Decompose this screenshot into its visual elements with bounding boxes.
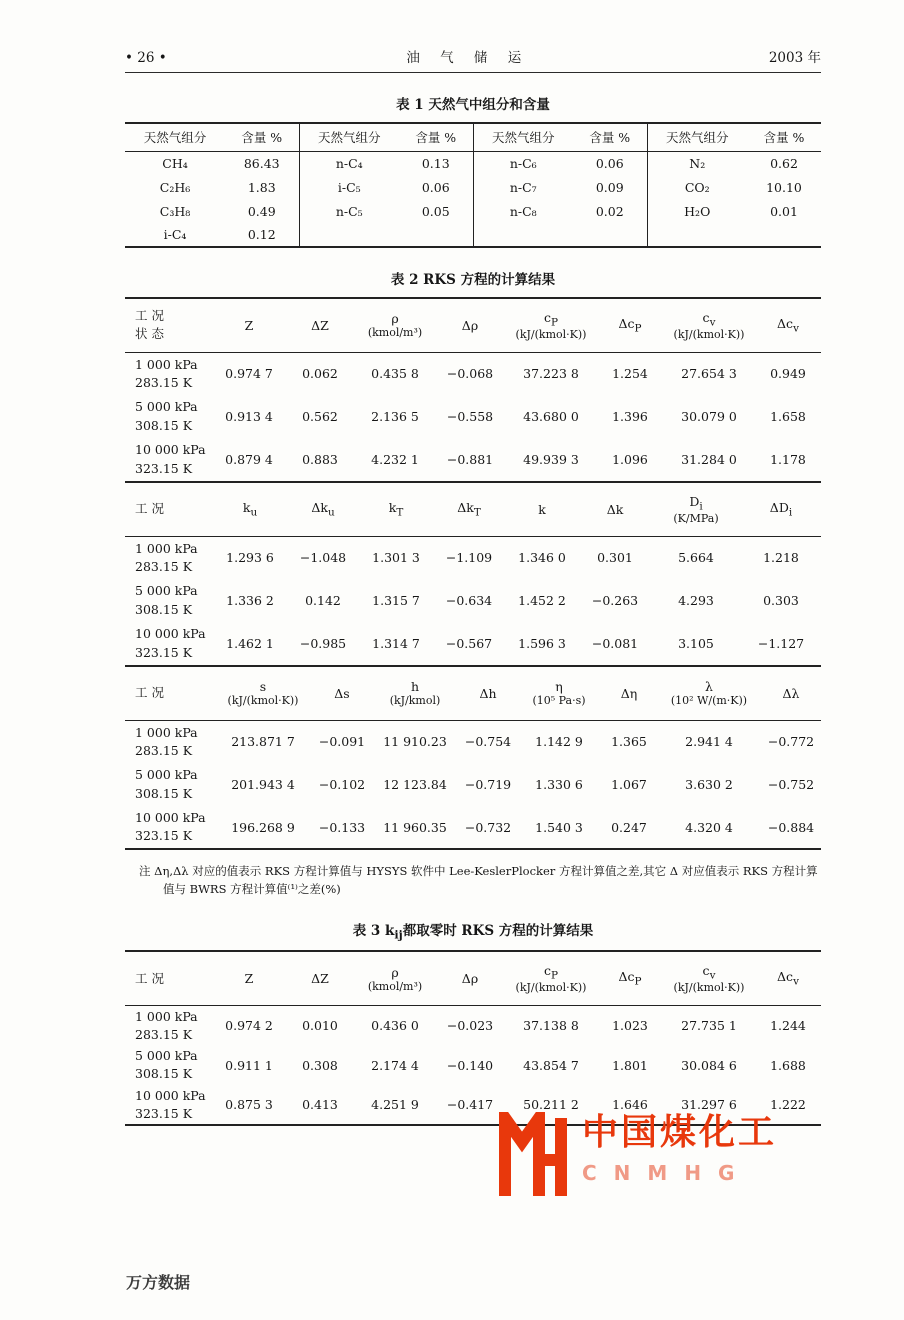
condition-pressure: 1 000 kPa	[135, 1008, 198, 1024]
value-cell: 11 960.35	[383, 819, 447, 835]
value-cell: 27.735 1	[681, 1018, 737, 1034]
value-cell: 1.658	[770, 409, 806, 424]
value-cell: 0.949	[770, 366, 806, 382]
value-cell: −0.719	[464, 777, 512, 792]
col-header	[601, 666, 657, 720]
condition-cell	[125, 438, 213, 481]
value-cell: −0.068	[446, 366, 494, 382]
col-header: 含量 %	[225, 123, 299, 151]
col-symbol: Δk	[606, 501, 624, 517]
condition-cell	[125, 1005, 213, 1045]
col-symbol: $\Delta D_i$	[769, 500, 793, 519]
value-cell: 4.232 1	[371, 452, 419, 467]
value-cell: 1.365	[611, 734, 647, 750]
col-header	[435, 951, 505, 1005]
component-cell	[299, 223, 399, 247]
value-cell: −0.081	[591, 636, 639, 651]
value-cell: −0.140	[446, 1057, 494, 1073]
value-cell: −0.558	[446, 409, 494, 424]
col-symbol: ρ	[391, 964, 399, 980]
value-cell: −0.102	[318, 777, 366, 792]
component-cell: n-C₇	[473, 175, 573, 199]
value-cell: 5.664	[678, 550, 714, 566]
value-cell: 0.883	[302, 452, 338, 467]
value-cell	[747, 223, 821, 247]
col-unit: (kJ/(kmol·K))	[515, 981, 587, 995]
col-unit: (kJ/(kmol·K))	[673, 981, 745, 995]
value-cell: 0.974 7	[225, 366, 273, 382]
value-cell: 0.974 2	[225, 1018, 273, 1034]
value-cell: 0.875 3	[225, 1097, 273, 1113]
col-symbol: $\Delta c_v$	[777, 316, 799, 335]
cnmhg-logo-text	[582, 1112, 777, 1185]
value-cell: 0.05	[421, 203, 450, 219]
table-row	[125, 536, 821, 579]
col-header	[755, 951, 821, 1005]
value-cell: 1.142 9	[535, 734, 583, 750]
value-cell: 86.43	[243, 155, 280, 171]
col-header	[663, 951, 755, 1005]
condition-temperature: 308.15 K	[135, 785, 193, 801]
value-cell: −0.754	[464, 734, 512, 750]
value-cell: 0.010	[302, 1018, 338, 1034]
col-symbol: Δs	[334, 685, 350, 701]
col-unit: (kJ/(kmol·K))	[227, 694, 299, 708]
value-cell: −0.567	[445, 636, 493, 651]
col-unit: (K/MPa)	[673, 512, 719, 525]
value-cell: −1.127	[757, 636, 805, 651]
col-header	[313, 666, 371, 720]
value-cell: 49.939 3	[523, 452, 579, 467]
value-cell: 4.293	[678, 593, 714, 608]
value-cell: 1.178	[770, 452, 806, 467]
value-cell: 11 910.23	[383, 734, 447, 750]
value-cell: 2.136 5	[371, 409, 419, 424]
col-header	[579, 482, 651, 536]
value-cell: 0.435 8	[371, 366, 419, 382]
value-cell: 1.293 6	[226, 550, 274, 566]
value-cell: 0.02	[595, 203, 624, 219]
col-symbol: Δλ	[782, 685, 800, 701]
value-cell: 12 123.84	[383, 777, 447, 792]
col-symbol: Δρ	[461, 971, 479, 987]
col-symbol: s	[259, 679, 267, 695]
journal-title: 油 气 储 运	[406, 50, 530, 66]
component-cell: n-C₈	[473, 199, 573, 223]
col-header	[761, 666, 821, 720]
page-number: • 26 •	[125, 50, 167, 66]
col-header	[125, 298, 213, 352]
value-cell: 1.330 6	[535, 777, 583, 792]
condition-cell	[125, 579, 213, 622]
col-header	[213, 666, 313, 720]
col-header	[125, 482, 213, 536]
col-symbol: $c_v$	[702, 962, 716, 982]
value-cell: 196.268 9	[231, 819, 295, 835]
col-header	[755, 298, 821, 352]
col-symbol: $\Delta k_u$	[311, 500, 335, 519]
table1-gas-composition	[125, 122, 821, 248]
value-cell: 1.801	[612, 1057, 648, 1073]
condition-pressure: 1 000 kPa	[135, 724, 198, 740]
col-header	[355, 298, 435, 352]
value-cell: 30.079 0	[681, 409, 737, 424]
value-cell: 1.222	[770, 1097, 806, 1113]
value-cell: 0.12	[247, 227, 276, 242]
col-symbol: $\Delta c_P$	[618, 969, 642, 988]
col-header	[505, 298, 597, 352]
col-symbol: η	[555, 679, 563, 695]
col-header	[459, 666, 517, 720]
condition-pressure: 10 000 kPa	[135, 809, 206, 825]
col-symbol: λ	[705, 679, 713, 695]
value-cell: −0.752	[767, 777, 815, 792]
value-cell: −1.109	[445, 550, 493, 566]
col-symbol: Δη	[620, 685, 638, 701]
col-unit: (kJ/(kmol·K))	[515, 328, 587, 341]
value-cell: 1.244	[770, 1018, 806, 1034]
value-cell: 1.346 0	[518, 550, 566, 566]
value-cell: −0.881	[446, 452, 494, 467]
value-cell: 0.913 4	[225, 409, 273, 424]
component-cell: i-C₅	[299, 175, 399, 199]
col-header: 天然气组分	[299, 123, 399, 151]
condition-temperature: 323.15 K	[135, 1105, 193, 1121]
component-cell: i-C₄	[163, 227, 187, 242]
condition-temperature: 323.15 K	[135, 460, 193, 476]
value-cell: 1.596 3	[518, 636, 566, 651]
col-symbol: Δh	[479, 685, 497, 701]
value-cell: 1.315 7	[372, 593, 420, 608]
wanfang-watermark: 万方数据	[126, 1273, 191, 1292]
col-symbol: $\Delta k_T$	[457, 500, 481, 519]
value-cell: 1.396	[612, 409, 648, 424]
col-header	[517, 666, 601, 720]
col-header	[371, 666, 459, 720]
col-symbol: ΔZ	[311, 317, 329, 333]
value-cell: 0.911 1	[225, 1057, 273, 1073]
condition-cell	[125, 352, 213, 395]
value-cell: 201.943 4	[231, 777, 295, 792]
value-cell: 0.06	[421, 179, 450, 195]
value-cell: 0.09	[595, 179, 624, 195]
value-cell: −0.023	[446, 1018, 494, 1034]
col-symbol: Z	[244, 317, 254, 333]
value-cell: 1.336 2	[226, 593, 274, 608]
col-symbol: ρ	[391, 311, 399, 327]
table-header-row	[125, 123, 821, 151]
col-symbol: h	[410, 679, 420, 695]
table-row	[125, 720, 821, 763]
col-header	[125, 951, 213, 1005]
table-row	[125, 622, 821, 665]
value-cell: 1.688	[770, 1057, 806, 1073]
value-cell: 1.301 3	[372, 550, 420, 566]
col-header: 含量 %	[573, 123, 647, 151]
col-header	[125, 666, 213, 720]
value-cell: −1.048	[299, 550, 347, 566]
value-cell: 10.10	[766, 179, 802, 195]
value-cell: −0.263	[591, 593, 639, 608]
table-row	[125, 806, 821, 849]
component-cell	[647, 223, 747, 247]
value-cell: 2.174 4	[371, 1057, 419, 1073]
value-cell: −0.985	[299, 636, 347, 651]
value-cell: 43.854 7	[523, 1057, 579, 1073]
value-cell: 4.320 4	[685, 819, 733, 835]
col-symbol: 工 况	[135, 308, 164, 324]
publication-year: 2003 年	[768, 50, 821, 66]
col-symbol: $\Delta c_v$	[777, 969, 799, 988]
running-header	[125, 0, 821, 73]
table-row	[125, 151, 821, 175]
col-header: 天然气组分	[125, 123, 225, 151]
col-symbol: $k_u$	[242, 500, 258, 519]
table-header-row	[125, 298, 821, 352]
col-symbol: k	[538, 501, 546, 517]
col-header	[213, 298, 285, 352]
value-cell: 0.062	[302, 366, 338, 382]
col-unit: (kmol/m³)	[367, 979, 423, 993]
condition-pressure: 10 000 kPa	[135, 626, 206, 642]
table2-part2	[125, 481, 821, 665]
value-cell: 43.680 0	[523, 409, 579, 424]
table3-title: 表 3 $k_{ij}$都取零时 RKS 方程的计算结果	[352, 922, 594, 942]
table-row	[125, 175, 821, 199]
cnmhg-logo-mark-icon	[498, 1112, 568, 1196]
value-cell: 37.138 8	[523, 1018, 579, 1034]
value-cell: 1.452 2	[518, 593, 566, 608]
col-header	[597, 951, 663, 1005]
col-symbol: 工 况	[135, 970, 164, 986]
value-cell: 213.871 7	[231, 734, 295, 750]
value-cell: 1.218	[763, 550, 799, 566]
condition-temperature: 308.15 K	[135, 1066, 193, 1082]
value-cell: 0.436 0	[371, 1018, 419, 1034]
table2-footnote: 注 Δη,Δλ 对应的值表示 RKS 方程计算值与 HYSYS 软件中 Lee-KeslerPlocker 方程计算值之差,其它 Δ 对应值表示 RKS 方程计算值与 BWRS 方程计算值⁽¹⁾之差(%)	[139, 864, 818, 897]
condition-temperature: 308.15 K	[135, 417, 193, 433]
condition-cell	[125, 1085, 213, 1125]
table-row	[125, 223, 821, 247]
value-cell: −0.884	[767, 819, 815, 835]
value-cell: 1.540 3	[535, 819, 583, 835]
condition-temperature: 283.15 K	[135, 558, 193, 574]
value-cell: 1.254	[612, 366, 648, 382]
table2-title: 表 2 RKS 方程的计算结果	[390, 272, 556, 288]
value-cell: 30.084 6	[681, 1057, 737, 1073]
value-cell: 1.646	[612, 1097, 648, 1113]
col-symbol: Z	[244, 971, 254, 987]
col-header: 含量 %	[399, 123, 473, 151]
condition-temperature: 323.15 K	[135, 828, 193, 843]
table-row	[125, 395, 821, 438]
value-cell: 0.562	[302, 409, 338, 424]
cnmhg-logo	[498, 1112, 777, 1196]
col-header	[213, 951, 285, 1005]
col-header: 含量 %	[747, 123, 821, 151]
col-header	[359, 482, 433, 536]
col-header	[505, 951, 597, 1005]
condition-cell	[125, 763, 213, 806]
condition-cell	[125, 395, 213, 438]
col-header	[741, 482, 821, 536]
col-symbol: $\Delta c_P$	[618, 316, 642, 335]
table3-kij-zero-results	[125, 950, 821, 1126]
table-row	[125, 579, 821, 622]
table-row	[125, 763, 821, 806]
col-header	[597, 298, 663, 352]
table-row	[125, 199, 821, 223]
condition-pressure: 1 000 kPa	[135, 356, 198, 372]
col-header	[505, 482, 579, 536]
page-content	[125, 0, 821, 1126]
component-cell: CO₂	[647, 175, 747, 199]
condition-pressure: 5 000 kPa	[135, 767, 198, 783]
value-cell: −0.417	[446, 1097, 494, 1113]
col-symbol: $k_T$	[388, 500, 404, 519]
value-cell	[573, 223, 647, 247]
value-cell: 0.247	[611, 819, 647, 835]
condition-pressure: 10 000 kPa	[135, 442, 206, 458]
value-cell: 0.142	[305, 593, 341, 608]
condition-pressure: 10 000 kPa	[135, 1087, 206, 1103]
value-cell: 1.096	[612, 452, 648, 467]
condition-cell	[125, 806, 213, 849]
table-row	[125, 352, 821, 395]
condition-temperature: 283.15 K	[135, 742, 193, 758]
condition-pressure: 5 000 kPa	[135, 1048, 198, 1064]
component-cell: H₂O	[647, 199, 747, 223]
col-unit: (kJ/kmol)	[389, 694, 441, 708]
value-cell: 3.105	[678, 636, 714, 651]
value-cell: 0.62	[770, 155, 798, 171]
value-cell: 0.413	[302, 1097, 338, 1113]
col-header	[433, 482, 505, 536]
component-cell: C₂H₆	[159, 179, 191, 195]
col-symbol: $c_v$	[702, 309, 716, 328]
value-cell: 1.023	[612, 1018, 648, 1034]
value-cell: 0.13	[421, 155, 450, 171]
condition-temperature: 308.15 K	[135, 601, 193, 617]
condition-cell	[125, 1045, 213, 1085]
table-header-row	[125, 951, 821, 1005]
value-cell: 1.462 1	[226, 636, 274, 651]
col-symbol: ΔZ	[311, 971, 329, 987]
value-cell: 27.654 3	[681, 366, 737, 382]
table-header-row	[125, 482, 821, 536]
col-symbol: $c_P$	[543, 962, 559, 982]
col-symbol: $c_P$	[543, 309, 559, 328]
col-symbol: $D_i$	[689, 493, 703, 512]
col-header: 天然气组分	[647, 123, 747, 151]
table2-part1	[125, 297, 821, 481]
condition-pressure: 5 000 kPa	[135, 399, 198, 415]
condition-cell	[125, 720, 213, 763]
table-header-row	[125, 666, 821, 720]
condition-pressure: 5 000 kPa	[135, 583, 198, 599]
value-cell	[399, 223, 473, 247]
col-symbol: 状 态	[135, 326, 164, 342]
col-unit: (10⁵ Pa·s)	[532, 694, 586, 708]
table-row	[125, 438, 821, 481]
col-unit: (10² W/(m·K))	[670, 694, 748, 708]
condition-temperature: 283.15 K	[135, 1026, 193, 1042]
col-header	[285, 298, 355, 352]
component-cell: n-C₆	[473, 151, 573, 175]
value-cell: 0.303	[763, 593, 799, 608]
condition-pressure: 1 000 kPa	[135, 540, 198, 556]
value-cell: −0.732	[464, 819, 512, 835]
col-header	[285, 951, 355, 1005]
col-unit: (kmol/m³)	[367, 326, 423, 340]
component-cell: CH₄	[162, 155, 188, 171]
value-cell: 31.297 6	[681, 1097, 737, 1113]
value-cell: 0.308	[302, 1057, 338, 1073]
condition-temperature: 323.15 K	[135, 644, 193, 660]
value-cell: 0.01	[770, 203, 798, 219]
col-header	[651, 482, 741, 536]
value-cell: 4.251 9	[371, 1097, 419, 1113]
col-symbol: 工 况	[135, 685, 164, 701]
value-cell: 50.211 2	[523, 1097, 579, 1113]
table2-part3	[125, 665, 821, 850]
col-symbol: Δρ	[461, 317, 479, 333]
table-row	[125, 1045, 821, 1085]
value-cell: 37.223 8	[523, 366, 579, 382]
component-cell: n-C₅	[299, 199, 399, 223]
value-cell: 31.284 0	[681, 452, 737, 467]
condition-temperature: 283.15 K	[135, 374, 193, 390]
condition-cell	[125, 536, 213, 579]
logo-en-text: CNMHG	[582, 1161, 752, 1186]
value-cell: 2.941 4	[685, 734, 733, 750]
col-header	[287, 482, 359, 536]
value-cell: −0.772	[767, 734, 815, 750]
value-cell: 1.83	[247, 179, 276, 195]
component-cell: N₂	[647, 151, 747, 175]
value-cell: 1.067	[611, 777, 647, 792]
value-cell: −0.634	[445, 593, 493, 608]
value-cell: 0.301	[597, 550, 633, 566]
value-cell: −0.091	[318, 734, 366, 750]
condition-cell	[125, 622, 213, 665]
table-row	[125, 1005, 821, 1045]
value-cell: 0.49	[247, 203, 276, 219]
table1-title: 表 1 天然气中组分和含量	[396, 97, 550, 113]
value-cell: −0.133	[318, 819, 366, 835]
value-cell: 1.314 7	[372, 636, 420, 651]
col-header	[657, 666, 761, 720]
col-header	[355, 951, 435, 1005]
col-unit: (kJ/(kmol·K))	[673, 328, 745, 341]
logo-cn-text: 中国煤化工	[582, 1112, 778, 1153]
col-header	[663, 298, 755, 352]
value-cell: 3.630 2	[685, 777, 733, 792]
col-header	[213, 482, 287, 536]
value-cell: 0.879 4	[225, 452, 273, 467]
col-header: 天然气组分	[473, 123, 573, 151]
col-header	[435, 298, 505, 352]
value-cell: 0.06	[595, 155, 624, 171]
component-cell: n-C₄	[299, 151, 399, 175]
col-symbol: 工 况	[135, 501, 164, 517]
component-cell: C₃H₈	[159, 203, 191, 219]
component-cell	[473, 223, 573, 247]
